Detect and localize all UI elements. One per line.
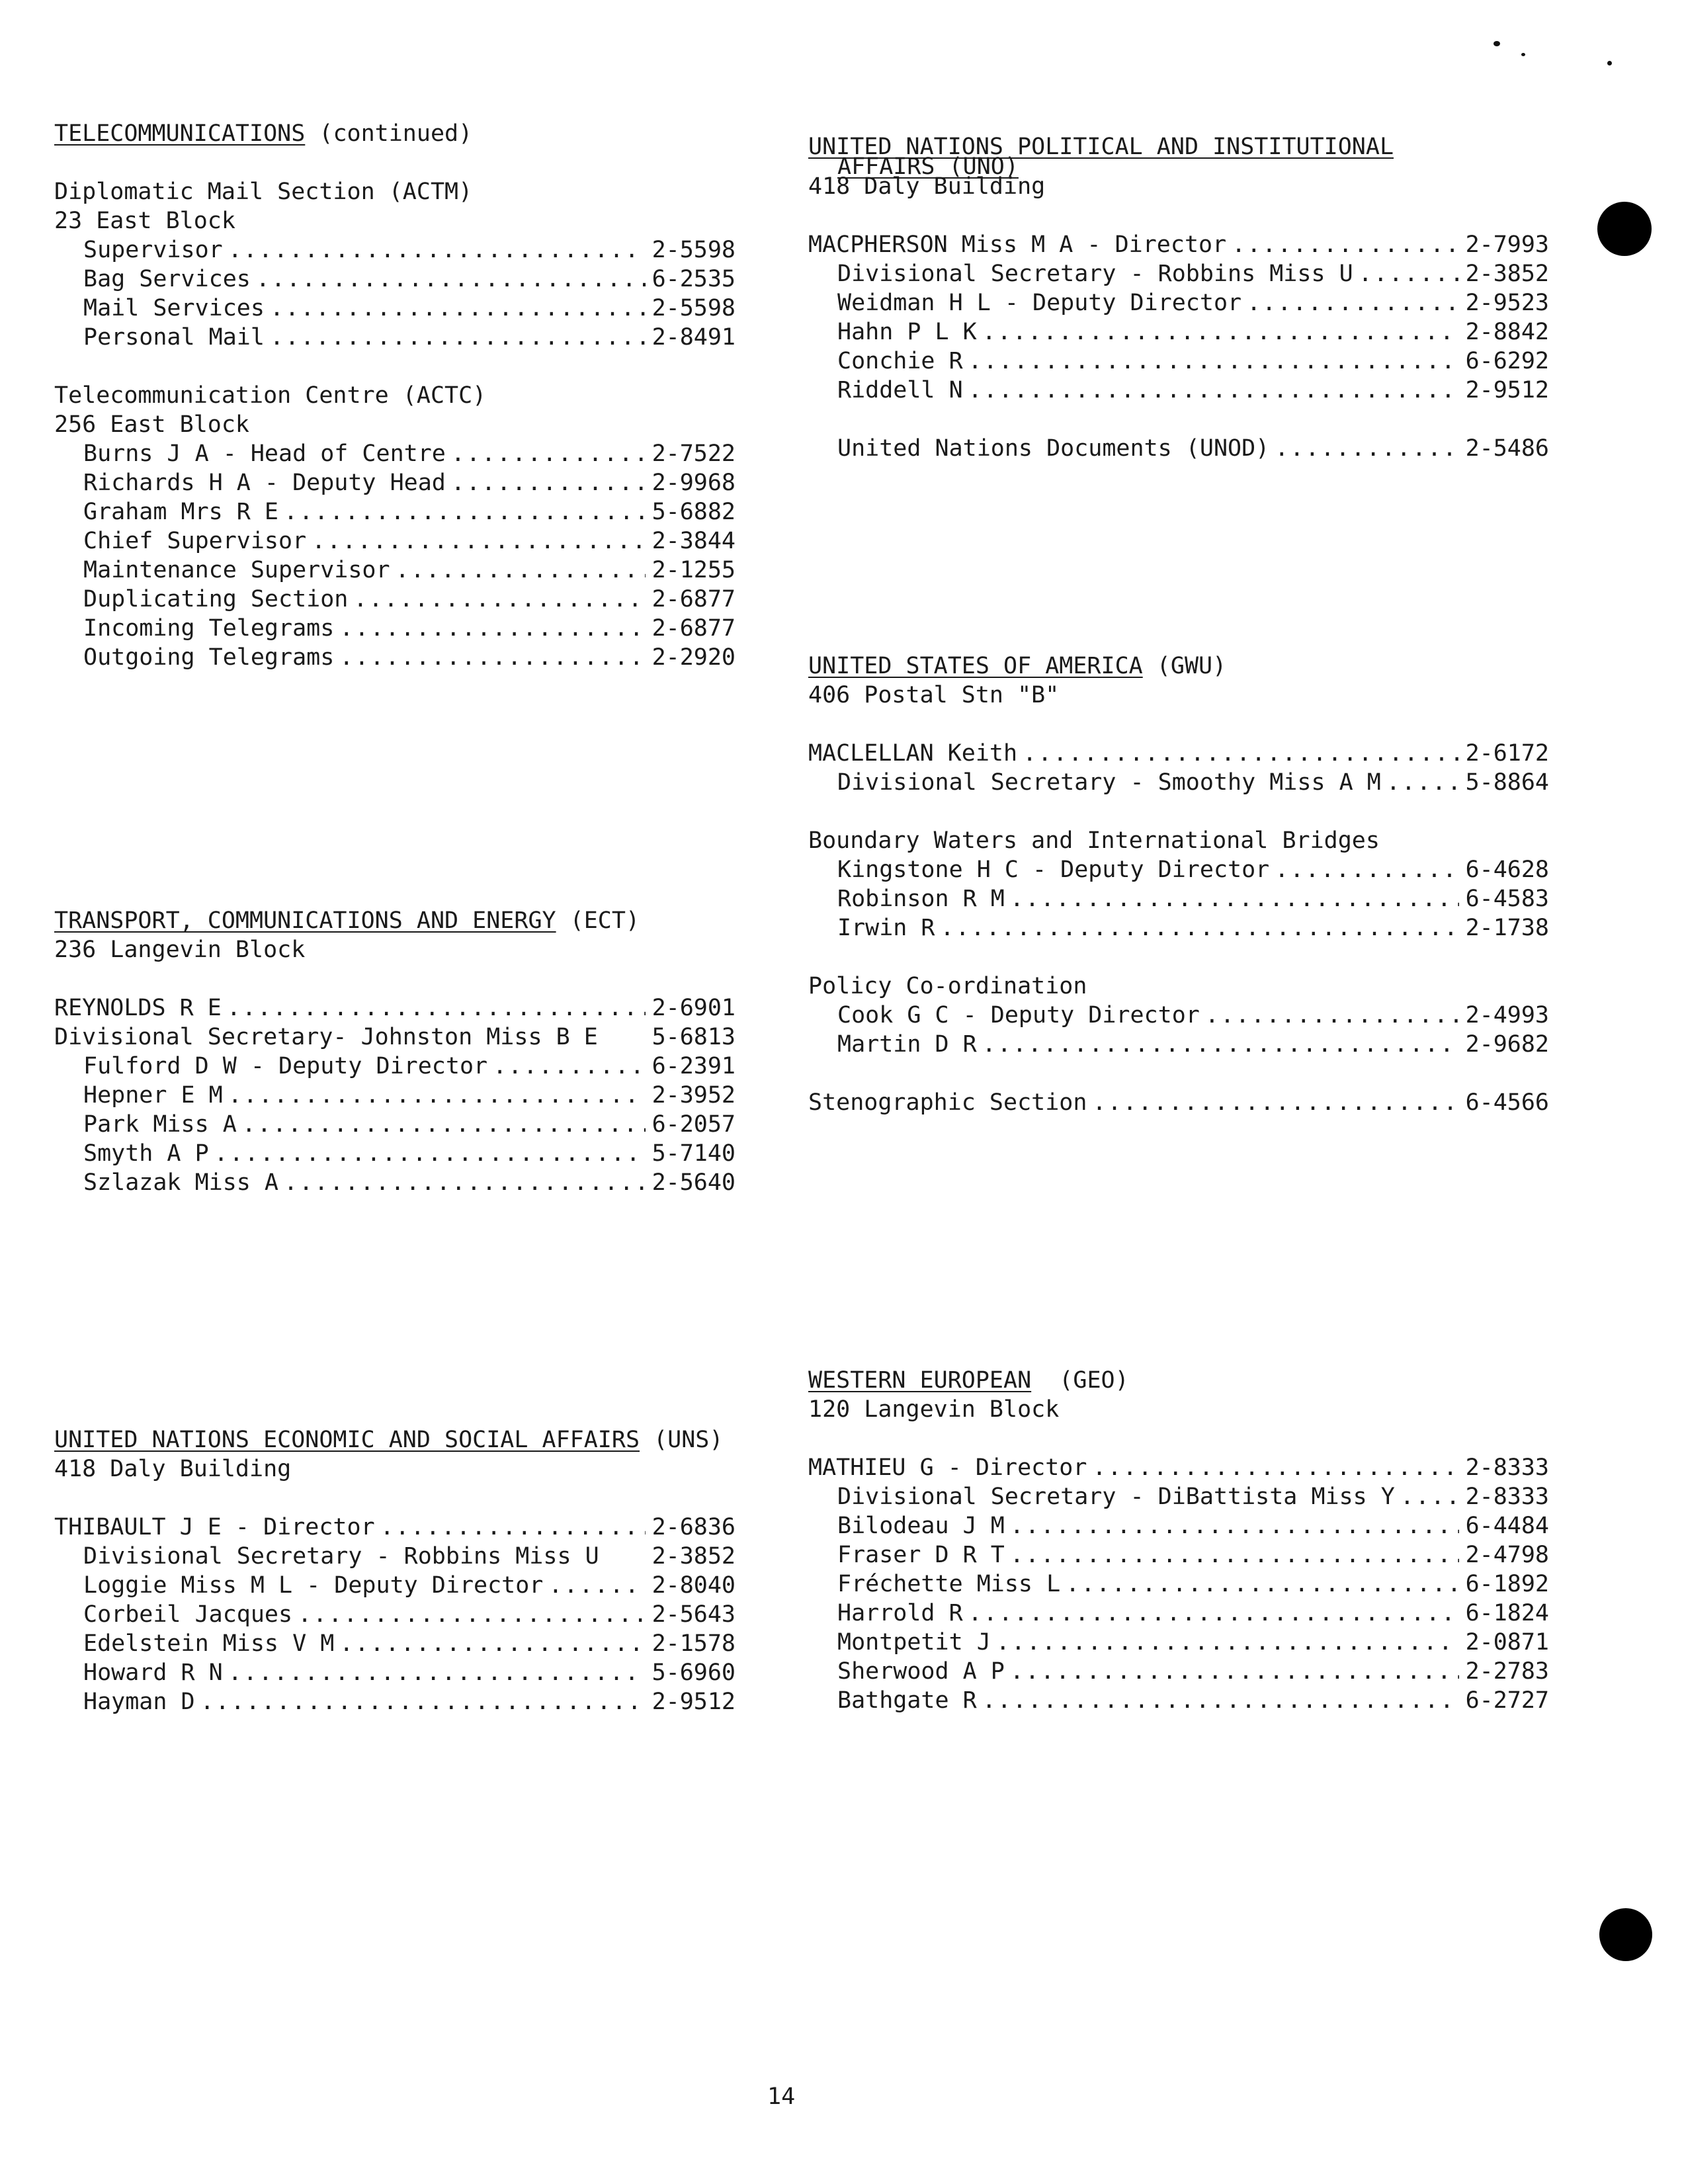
directory-entry: Conchie R ..... 6-6292 [808, 347, 1549, 376]
directory-entry: Robinson R M ..... 6-4583 [808, 884, 1549, 913]
section-title-line2: AFFAIRS (UNO) [837, 153, 1019, 180]
section-title: TELECOMMUNICATIONS (continued) [54, 120, 473, 147]
section-address: 236 Langevin Block [54, 937, 306, 963]
directory-entry: MACPHERSON Miss M A - Director ..... 2-7993 [808, 230, 1549, 259]
directory-entry: Divisional Secretary - Robbins Miss U 2-3852 [83, 1543, 736, 1570]
directory-entry: Supervisor ..... 2-5598 [54, 235, 736, 265]
punch-hole-bottom [1599, 1908, 1652, 1961]
speck-mark [1521, 53, 1525, 56]
speck-mark [1493, 41, 1500, 46]
section-address: 120 Langevin Block [808, 1396, 1060, 1423]
section-un-economic-social [54, 1425, 736, 1716]
directory-entry: Bilodeau J M ..... 6-4484 [808, 1511, 1549, 1540]
directory-entry: Smyth A P ..... 5-7140 [54, 1139, 736, 1168]
directory-entry: Bathgate R ..... 6-2727 [808, 1686, 1549, 1715]
directory-entry: Duplicating Section ..... 2-6877 [54, 585, 736, 614]
directory-entry: Mail Services ..... 2-5598 [54, 294, 736, 323]
directory-entry: Corbeil Jacques ..... 2-5643 [54, 1600, 736, 1629]
section-telecommunications [54, 119, 736, 672]
directory-entry: Bag Services ..... 6-2535 [54, 265, 736, 294]
directory-entry: Edelstein Miss V M ..... 2-1578 [54, 1629, 736, 1658]
directory-entry: Kingstone H C - Deputy Director ..... 6-4628 [808, 855, 1549, 884]
section-title: WESTERN EUROPEAN (GEO) [808, 1367, 1129, 1394]
group-name: Diplomatic Mail Section (ACTM) [54, 179, 473, 205]
directory-entry: Riddell N ..... 2-9512 [808, 376, 1549, 405]
directory-entry: Divisional Secretary - DiBattista Miss Y ..... 2-8333 [808, 1482, 1549, 1511]
directory-entry: Harrold R ..... 6-1824 [808, 1599, 1549, 1628]
directory-entry: Howard R N ..... 5-6960 [54, 1658, 736, 1687]
directory-entry: MATHIEU G - Director ..... 2-8333 [808, 1453, 1549, 1482]
directory-entry: Montpetit J ..... 2-0871 [808, 1628, 1549, 1657]
directory-entry: Szlazak Miss A ..... 2-5640 [54, 1168, 736, 1197]
directory-entry: Martin D R ..... 2-9682 [808, 1030, 1549, 1059]
directory-entry: Outgoing Telegrams ..... 2-2920 [54, 643, 736, 672]
group-name: Boundary Waters and International Bridges [808, 827, 1380, 854]
section-transport [54, 906, 736, 1197]
directory-entry: Richards H A - Deputy Head ..... 2-9968 [54, 468, 736, 497]
directory-entry: MACLELLAN Keith ..... 2-6172 [808, 739, 1549, 768]
section-title: UNITED NATIONS POLITICAL AND INSTITUTIONAL [808, 134, 1394, 160]
directory-entry: Fréchette Miss L ..... 6-1892 [808, 1570, 1549, 1599]
directory-entry: Park Miss A ..... 6-2057 [54, 1110, 736, 1139]
directory-entry: Fulford D W - Deputy Director ..... 6-2391 [54, 1052, 736, 1081]
directory-entry: Incoming Telegrams ..... 2-6877 [54, 614, 736, 643]
directory-entry: Irwin R ..... 2-1738 [808, 913, 1549, 943]
directory-entry: Divisional Secretary - Robbins Miss U ..... 2-3852 [808, 259, 1549, 288]
directory-entry: Cook G C - Deputy Director ..... 2-4993 [808, 1001, 1549, 1030]
directory-entry: Divisional Secretary- Johnston Miss B E 5-6813 [54, 1024, 736, 1050]
punch-hole-top [1597, 202, 1652, 256]
directory-entry: Graham Mrs R E ..... 5-6882 [54, 497, 736, 526]
section-address: 418 Daly Building [808, 173, 1046, 200]
section-title: TRANSPORT, COMMUNICATIONS AND ENERGY (ECT) [54, 907, 640, 934]
directory-entry: Stenographic Section ..... 6-4566 [808, 1088, 1549, 1117]
group-name: Policy Co-ordination [808, 973, 1087, 999]
directory-entry: Loggie Miss M L - Deputy Director ..... 2-8040 [54, 1571, 736, 1600]
directory-entry: Weidman H L - Deputy Director ..... 2-9523 [808, 288, 1549, 317]
directory-entry: Personal Mail ..... 2-8491 [54, 323, 736, 352]
directory-entry: United Nations Documents (UNOD) ..... 2-5486 [808, 434, 1549, 463]
directory-entry: THIBAULT J E - Director ..... 2-6836 [54, 1513, 736, 1542]
section-address: 418 Daly Building [54, 1456, 292, 1482]
section-address: 406 Postal Stn "B" [808, 682, 1060, 708]
directory-entry: Maintenance Supervisor ..... 2-1255 [54, 556, 736, 585]
directory-entry: Chief Supervisor ..... 2-3844 [54, 526, 736, 556]
directory-entry: Hahn P L K ..... 2-8842 [808, 317, 1549, 347]
group-name: Telecommunication Centre (ACTC) [54, 382, 487, 409]
directory-entry: Sherwood A P ..... 2-2783 [808, 1657, 1549, 1686]
section-title: UNITED NATIONS ECONOMIC AND SOCIAL AFFAIRS (UNS) [54, 1427, 724, 1453]
speck-mark [1607, 61, 1612, 65]
directory-entry: Burns J A - Head of Centre ..... 2-7522 [54, 439, 736, 468]
section-un-political-institutional [808, 132, 1549, 463]
directory-entry: Divisional Secretary - Smoothy Miss A M ..... 5-8864 [808, 768, 1549, 797]
section-title: UNITED STATES OF AMERICA (GWU) [808, 653, 1227, 679]
directory-entry: Hepner E M ..... 2-3952 [54, 1081, 736, 1110]
section-united-states [808, 651, 1549, 1117]
directory-entry: Hayman D ..... 2-9512 [54, 1687, 736, 1716]
directory-entry: REYNOLDS R E ..... 2-6901 [54, 993, 736, 1023]
group-address: 256 East Block [54, 411, 250, 438]
section-western-european [808, 1366, 1549, 1715]
group-address: 23 East Block [54, 208, 235, 234]
page-number: 14 [767, 2083, 796, 2110]
directory-entry: Fraser D R T ..... 2-4798 [808, 1540, 1549, 1570]
